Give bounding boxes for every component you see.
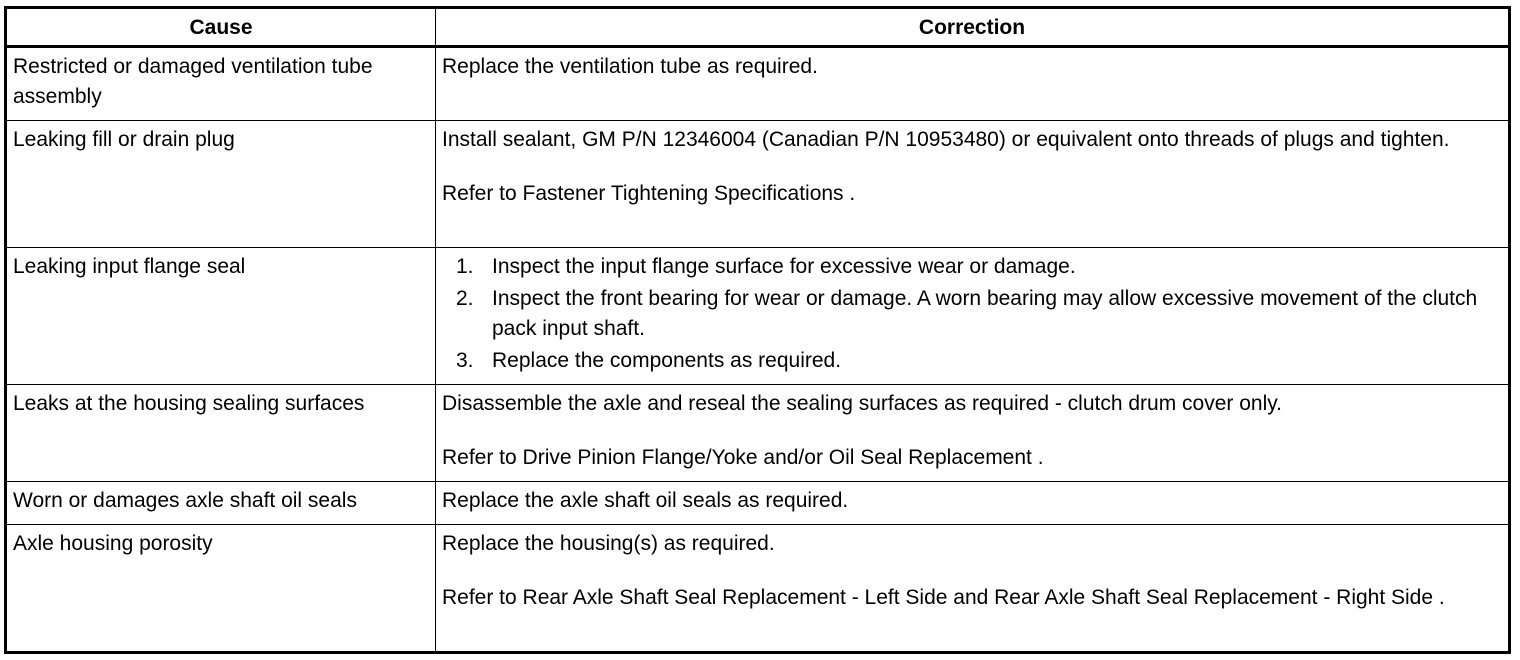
step-number: 2. [456, 287, 474, 310]
step-number: 3. [456, 349, 474, 372]
step-text: Inspect the front bearing for wear or damage. A worn bearing may allow excessive movement of the clutch pack input shaft. [492, 287, 1478, 340]
cause-cell: Axle housing porosity [6, 525, 436, 653]
header-cause: Cause [6, 8, 436, 47]
diagnostic-table [4, 6, 1511, 654]
correction-reference: Refer to Drive Pinion Flange/Yoke and/or Oil Seal Replacement . [442, 446, 1044, 469]
correction-reference: Refer to Rear Axle Shaft Seal Replacement - Left Side and Rear Axle Shaft Seal Replacement - Right Side . [442, 586, 1445, 609]
correction-cell [436, 525, 1510, 653]
table-header-row [6, 8, 1510, 47]
table-row [6, 248, 1510, 385]
step-text: Inspect the input flange surface for excessive wear or damage. [492, 255, 1076, 278]
step-number: 1. [456, 255, 474, 278]
table-row [6, 47, 1510, 121]
cause-cell: Worn or damages axle shaft oil seals [6, 482, 436, 525]
correction-cell [436, 248, 1510, 385]
diagnostic-table-container [4, 6, 1511, 654]
correction-cell [436, 47, 1510, 121]
correction-step [442, 252, 1502, 282]
correction-cell [436, 385, 1510, 482]
correction-text: Disassemble the axle and reseal the sealing surfaces as required - clutch drum cover only. [442, 392, 1283, 415]
cause-cell: Restricted or damaged ventilation tube assembly [6, 47, 436, 121]
table-row [6, 482, 1510, 525]
table-row [6, 525, 1510, 653]
table-row [6, 385, 1510, 482]
correction-cell [436, 121, 1510, 248]
correction-step [442, 284, 1502, 344]
cause-cell: Leaking fill or drain plug [6, 121, 436, 248]
correction-text: Replace the housing(s) as required. [442, 532, 775, 555]
correction-cell [436, 482, 1510, 525]
correction-text: Install sealant, GM P/N 12346004 (Canadian P/N 10953480) or equivalent onto threads of plugs and tighten. [442, 128, 1450, 151]
cause-cell: Leaks at the housing sealing surfaces [6, 385, 436, 482]
table-row [6, 121, 1510, 248]
correction-text: Replace the ventilation tube as required. [442, 55, 818, 78]
correction-text: Replace the axle shaft oil seals as required. [442, 489, 849, 512]
correction-step [442, 346, 1502, 376]
correction-steps [442, 252, 1502, 376]
step-text: Replace the components as required. [492, 349, 842, 372]
correction-reference: Refer to Fastener Tightening Specifications . [442, 182, 856, 205]
cause-cell: Leaking input flange seal [6, 248, 436, 385]
header-correction: Correction [436, 8, 1510, 47]
